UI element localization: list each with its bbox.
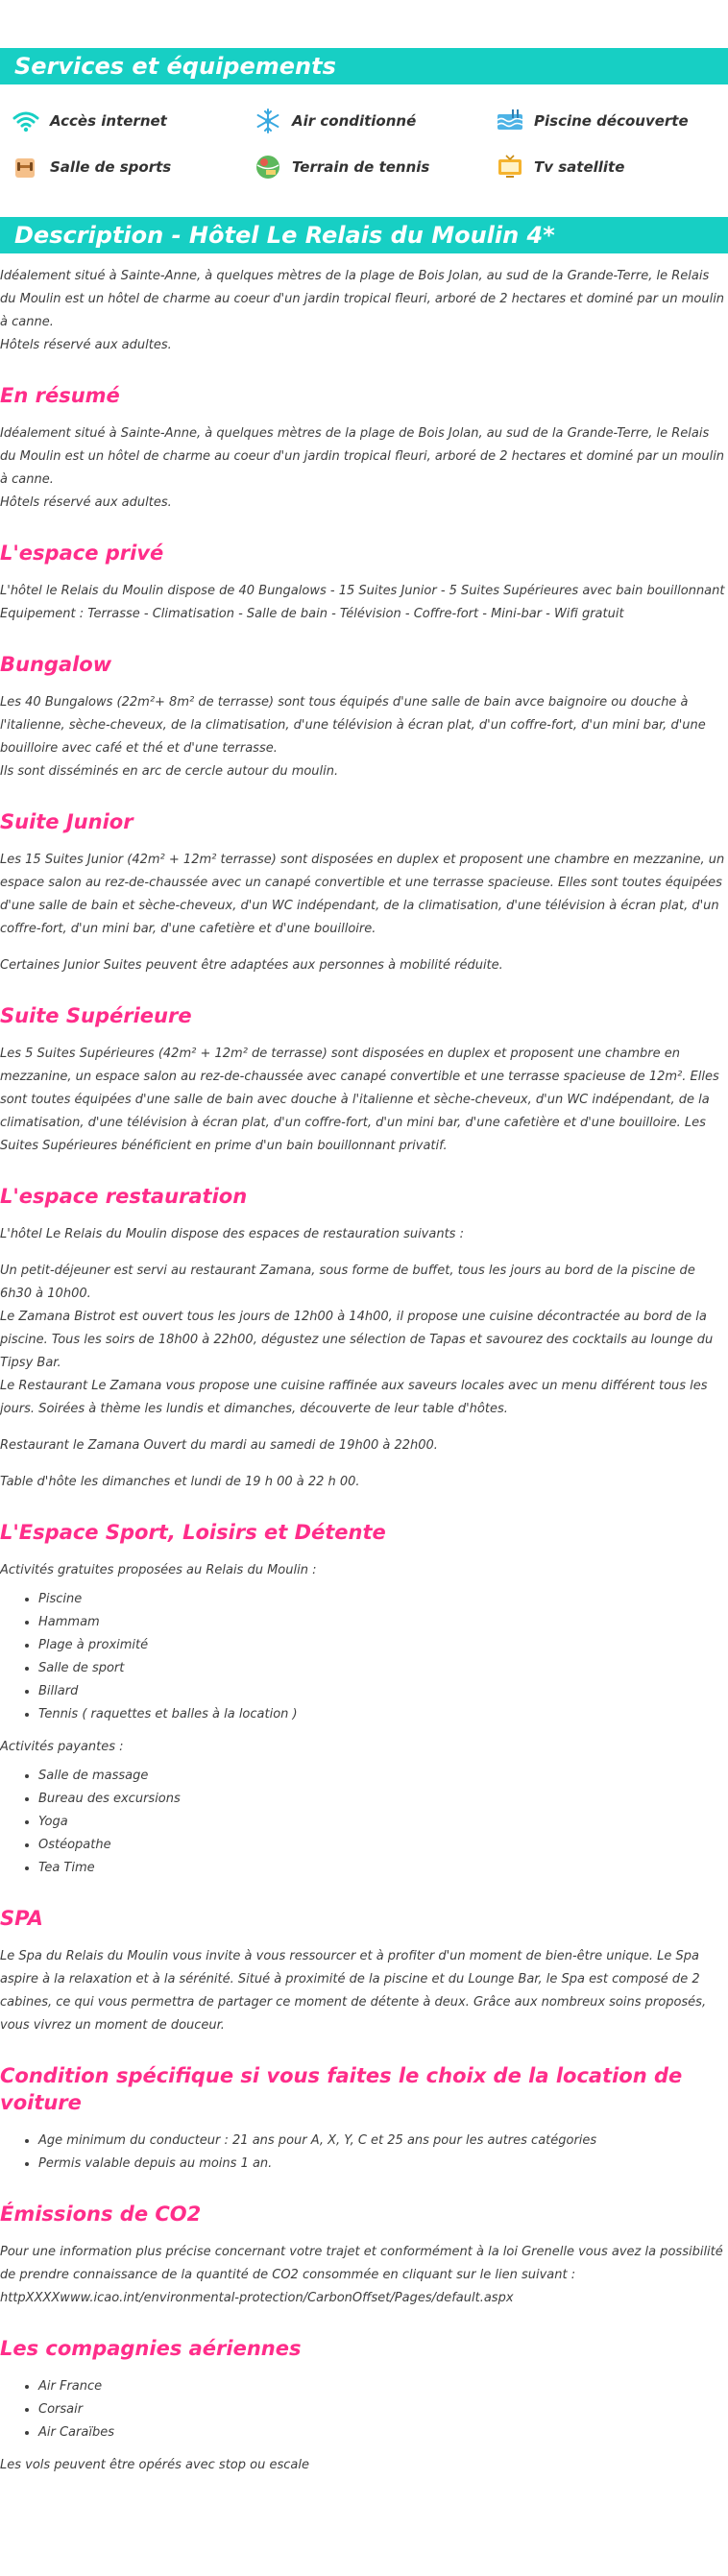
paid-activities-list bbox=[0, 1765, 728, 1880]
restauration-text: L'hôtel Le Relais du Moulin dispose des espaces de restauration suivants : bbox=[0, 1227, 464, 1241]
section-title-voiture: Condition spécifique si vous faites le choix de la location de voiture bbox=[0, 2064, 683, 2114]
sport-free-label: Activités gratuites proposées au Relais du Moulin : bbox=[0, 1563, 317, 1577]
services-bar bbox=[0, 48, 728, 84]
service-item-air-conditioning bbox=[242, 98, 484, 144]
wifi-icon bbox=[12, 107, 40, 135]
service-label: Piscine découverte bbox=[534, 112, 689, 130]
service-item-internet bbox=[0, 98, 242, 144]
co2-text: Pour une information plus précise concernant votre trajet et conformément à la loi Grenelle vous avez la possibilité de prendre connaissance de la quantité de CO2 consommée en cliquant sur le lien suivant : httpXXXXwww.icao.int/environmental-protection/CarbonOffset/Pages/default.aspx bbox=[0, 2245, 723, 2305]
tv-icon bbox=[496, 153, 524, 181]
service-label: Terrain de tennis bbox=[292, 158, 430, 176]
service-item-tv bbox=[484, 144, 728, 190]
list-item: • Permis valable depuis au moins 1 an. bbox=[38, 2153, 728, 2176]
snowflake-icon bbox=[254, 107, 282, 135]
list-item: • Tea Time bbox=[38, 1857, 728, 1880]
service-item-pool bbox=[484, 98, 728, 144]
services-title: Services et équipements bbox=[14, 53, 336, 80]
list-item: • Yoga bbox=[38, 1811, 728, 1834]
bungalow-text: Les 40 Bungalows (22m²+ 8m² de terrasse) sont tous équipés d'une salle de bain avce baignoire ou douche à l'italienne, sèche-cheveux, de la climatisation, d'une télévision à écran plat, d'un coffre-fort, d'un mini bar, d'une bouilloire avec café et thé et d'une terrasse. Ils sont disséminés en arc de cercle autour du moulin. bbox=[0, 695, 706, 779]
list-item: • Piscine bbox=[38, 1588, 728, 1611]
car-conditions-list bbox=[0, 2130, 728, 2176]
service-label: Air conditionné bbox=[292, 112, 417, 130]
section-title-compagnies: Les compagnies aériennes bbox=[0, 2337, 302, 2360]
section-title-suite-superieure: Suite Supérieure bbox=[0, 1004, 192, 1027]
service-item-tennis bbox=[242, 144, 484, 190]
service-label: Tv satellite bbox=[534, 158, 625, 176]
gym-icon bbox=[12, 153, 40, 181]
list-item: • Salle de massage bbox=[38, 1765, 728, 1788]
suite-junior-note: Certaines Junior Suites peuvent être adaptées aux personnes à mobilité réduite. bbox=[0, 958, 503, 973]
services-grid bbox=[0, 98, 728, 190]
airlines-list bbox=[0, 2375, 728, 2444]
service-label: Accès internet bbox=[50, 112, 167, 130]
section-title-espace-prive: L'espace privé bbox=[0, 542, 164, 565]
resume-text: Idéalement situé à Sainte-Anne, à quelques mètres de la plage de Bois Jolan, au sud de la Grande-Terre, le Relais du Moulin est un hôtel de charme au coeur d'un jardin tropical fleuri, arboré de 2 hectares et dominé par un moulin à canne. Hôtels réservé aux adultes. bbox=[0, 426, 725, 510]
spa-text: Le Spa du Relais du Moulin vous invite à vous ressourcer et à profiter d'un moment de bien-être unique. Le Spa aspire à la relaxation et à la sérénité. Situé à proximité de la piscine et du Lounge Bar, le Spa est composé de 2 cabines, ce qui vous permettra de partager ce moment de détente à deux. Grâce aux nombreux soins proposés, vous vivrez un moment de douceur. bbox=[0, 1949, 707, 2033]
section-title-restauration: L'espace restauration bbox=[0, 1185, 248, 1208]
list-item: • Bureau des excursions bbox=[38, 1788, 728, 1811]
section-title-spa: SPA bbox=[0, 1907, 43, 1930]
section-title-sport: L'Espace Sport, Loisirs et Détente bbox=[0, 1521, 386, 1544]
restauration-table: Table d'hôte les dimanches et lundi de 19 h 00 à 22 h 00. bbox=[0, 1475, 360, 1489]
free-activities-list bbox=[0, 1588, 728, 1726]
list-item: • Air Caraïbes bbox=[38, 2421, 728, 2444]
list-item: • Hammam bbox=[38, 1611, 728, 1634]
description-content bbox=[0, 265, 728, 2477]
list-item: • Ostéopathe bbox=[38, 1834, 728, 1857]
list-item: • Salle de sport bbox=[38, 1657, 728, 1680]
suite-junior-text: Les 15 Suites Junior (42m² + 12m² terrasse) sont disposées en duplex et proposent une chambre en mezzanine, un espace salon au rez-de-chaussée avec un canapé convertible et une terrasse spacieuse. Elles sont toutes équipées d'une salle de bain et sèche-cheveux, d'un WC indépendant, de la climatisation, d'une télévision à écran plat, d'un coffre-fort, d'un mini bar, d'une cafetière et d'une bouilloire. bbox=[0, 853, 725, 936]
description-bar bbox=[0, 217, 728, 253]
section-title-suite-junior: Suite Junior bbox=[0, 810, 133, 833]
list-item: • Billard bbox=[38, 1680, 728, 1703]
pool-icon bbox=[496, 107, 524, 135]
service-label: Salle de sports bbox=[50, 158, 172, 176]
tennis-icon bbox=[254, 153, 282, 181]
description-intro: Idéalement situé à Sainte-Anne, à quelques mètres de la plage de Bois Jolan, au sud de la Grande-Terre, le Relais du Moulin est un hôtel de charme au coeur d'un jardin tropical fleuri, arboré de 2 hectares et dominé par un moulin à canne. Hôtels réservé aux adultes. bbox=[0, 269, 725, 352]
compagnies-note: Les vols peuvent être opérés avec stop ou escale bbox=[0, 2458, 309, 2472]
suite-superieure-text: Les 5 Suites Supérieures (42m² + 12m² de terrasse) sont disposées en duplex et proposent une chambre en mezzanine, un espace salon au rez-de-chaussée avec canapé convertible et une terrasse spacieuse de 12m². Elles sont toutes équipées d'une salle de bain avec douche à l'italienne et sèche-cheveux, d'un WC indépendant, de la climatisation, d'une télévision à écran plat, d'un coffre-fort, d'un mini bar, d'une cafetière et d'une bouilloire. Les Suites Supérieures bénéficient en prime d'un bain bouillonnant privatif. bbox=[0, 1047, 719, 1153]
section-title-bungalow: Bungalow bbox=[0, 653, 112, 676]
restauration-hours: Restaurant le Zamana Ouvert du mardi au samedi de 19h00 à 22h00. bbox=[0, 1438, 438, 1453]
sport-paid-label: Activités payantes : bbox=[0, 1740, 124, 1754]
list-item: • Plage à proximité bbox=[38, 1634, 728, 1657]
section-title-co2: Émissions de CO2 bbox=[0, 2203, 202, 2226]
description-title: Description - Hôtel Le Relais du Moulin 4* bbox=[14, 222, 555, 249]
service-item-gym bbox=[0, 144, 242, 190]
list-item: • Air France bbox=[38, 2375, 728, 2398]
restauration-details: Un petit-déjeuner est servi au restaurant Zamana, sous forme de buffet, tous les jours au bord de la piscine de 6h30 à 10h00. Le Zamana Bistrot est ouvert tous les jours de 12h00 à 14h00, il propose une cuisine décontractée au bord de la piscine. Tous les soirs de 18h00 à 22h00, dégustez une sélection de Tapas et savourez des cocktails au lounge du Tipsy Bar. Le Restaurant Le Zamana vous propose une cuisine raffinée aux saveurs locales avec un menu différent tous les jours. Soirées à thème les lundis et dimanches, découverte de leur table d'hôtes. bbox=[0, 1264, 714, 1416]
section-title-resume: En résumé bbox=[0, 384, 120, 407]
espace-prive-text: L'hôtel le Relais du Moulin dispose de 40 Bungalows - 15 Suites Junior - 5 Suites Supérieures avec bain bouillonnant Equipement : Terrasse - Climatisation - Salle de bain - Télévision - Coffre-fort - Mini-bar - Wifi gratuit bbox=[0, 584, 725, 621]
list-item: • Age minimum du conducteur : 21 ans pour A, X, Y, C et 25 ans pour les autres catégories bbox=[38, 2130, 728, 2153]
list-item: • Corsair bbox=[38, 2398, 728, 2421]
list-item: • Tennis ( raquettes et balles à la location ) bbox=[38, 1703, 728, 1726]
